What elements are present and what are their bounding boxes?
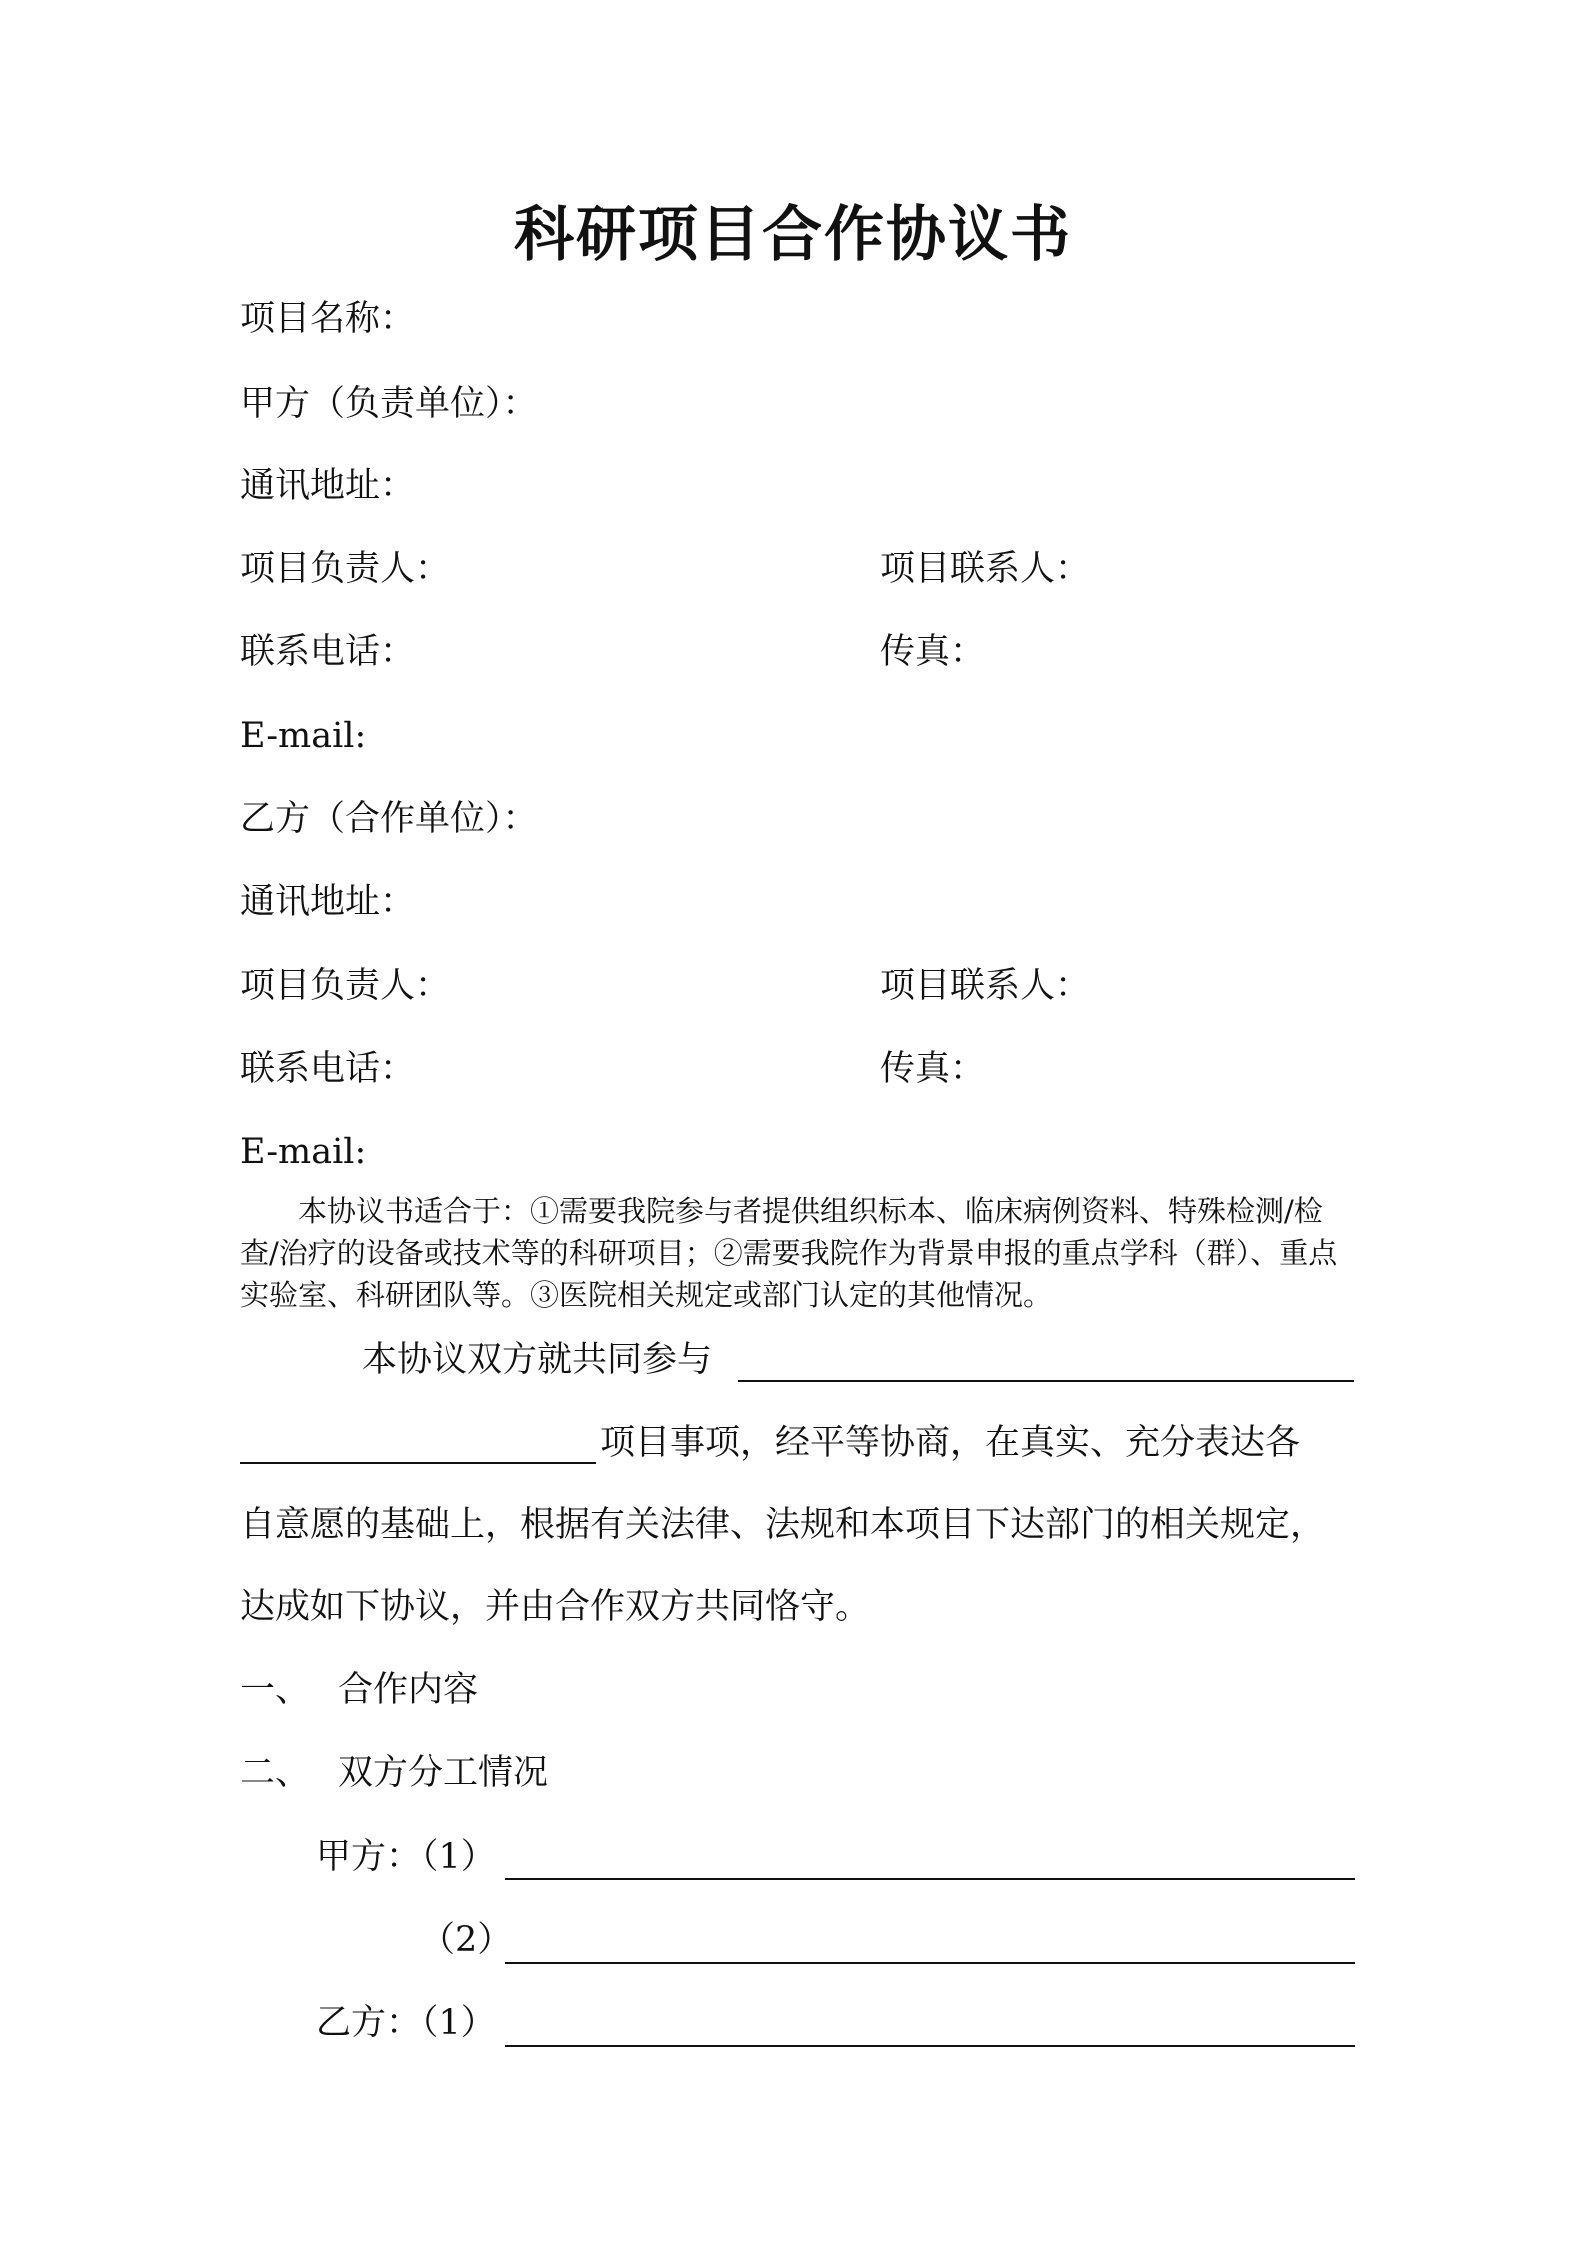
party-a-address-label: 通讯地址： — [240, 466, 416, 506]
document-title: 科研项目合作协议书 — [514, 200, 1072, 270]
party-a-division-blank-1[interactable] — [505, 1878, 1355, 1880]
party-a-division-item-2: （2） — [420, 1920, 513, 1960]
party-a-contact-label: 项目联系人： — [880, 549, 1091, 589]
party-b-label: 乙方（合作单位）： — [240, 799, 538, 839]
party-a-leader-label: 项目负责人： — [240, 549, 451, 589]
party-b-division-blank-1[interactable] — [505, 2045, 1355, 2047]
scope-note: 本协议书适合于：①需要我院参与者提供组织标本、临床病例资料、特殊检测/检查/治疗的设备或技术等的科研项目；②需要我院作为背景申报的重点学科（群）、重点实验室、科研团队等。③医院相关规定或部门认定的其他情况。 — [240, 1194, 1338, 1312]
project-blank-line-1[interactable] — [738, 1380, 1354, 1382]
section-1-number: 一、 — [240, 1670, 311, 1710]
party-b-address-label: 通讯地址： — [240, 882, 416, 922]
party-b-contact-label: 项目联系人： — [880, 966, 1091, 1006]
section-2-number: 二、 — [240, 1753, 311, 1793]
party-a-division-blank-2[interactable] — [505, 1962, 1355, 1964]
agreement-line-3: 自意愿的基础上，根据有关法律、法规和本项目下达部门的相关规定， — [240, 1505, 1326, 1545]
party-b-leader-label: 项目负责人： — [240, 966, 451, 1006]
party-a-fax-label: 传真： — [880, 632, 986, 672]
party-b-email-label: E-mail: — [240, 1132, 367, 1172]
party-b-fax-label: 传真： — [880, 1049, 986, 1089]
party-a-email-label: E-mail: — [240, 716, 367, 756]
agreement-line-4: 达成如下协议，并由合作双方共同恪守。 — [240, 1587, 871, 1627]
project-blank-line-2[interactable] — [240, 1462, 596, 1464]
party-a-division-label: 甲方：（1） — [316, 1837, 496, 1877]
section-1-title: 合作内容 — [338, 1670, 479, 1710]
agreement-line-1: 本协议双方就共同参与 — [362, 1340, 713, 1380]
party-b-division-label: 乙方：（1） — [316, 2003, 496, 2043]
project-name-label: 项目名称： — [240, 299, 416, 339]
section-2-title: 双方分工情况 — [338, 1753, 549, 1793]
party-a-phone-label: 联系电话： — [240, 632, 416, 672]
agreement-line-2: 项目事项，经平等协商，在真实、充分表达各 — [600, 1423, 1301, 1463]
party-b-phone-label: 联系电话： — [240, 1049, 416, 1089]
party-a-label: 甲方（负责单位）： — [240, 384, 538, 424]
